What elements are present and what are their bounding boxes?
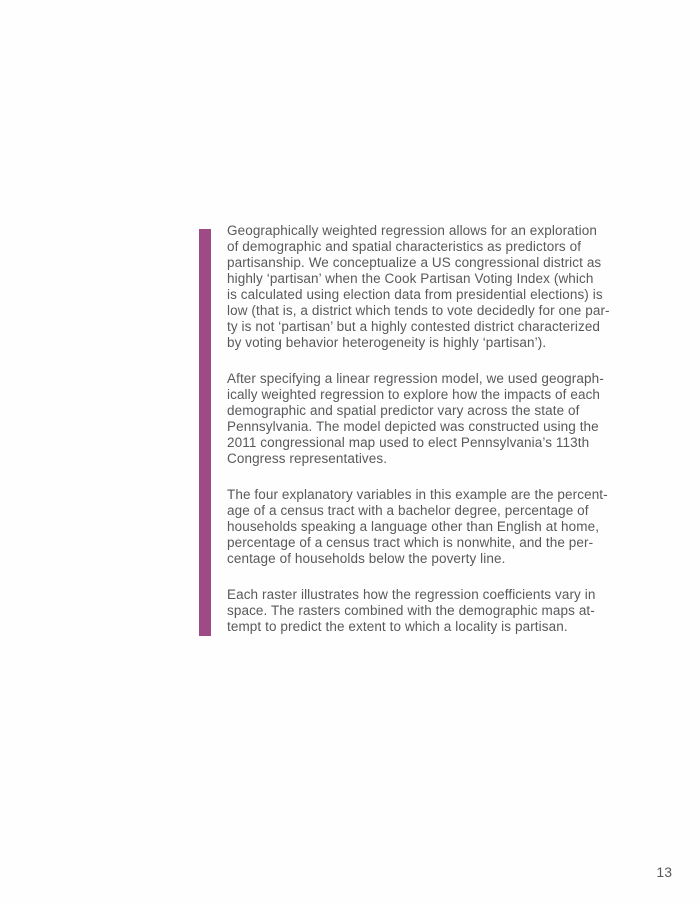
text-line: highly ‘partisan’ when the Cook Partisan Voting Index (which <box>227 271 594 286</box>
text-line: centage of households below the poverty line. <box>227 551 506 566</box>
text-line: tempt to predict the extent to which a locality is partisan. <box>227 619 568 634</box>
text-line: ty is not ‘partisan’ but a highly contested district characterized <box>227 319 601 334</box>
text-line: households speaking a language other than English at home, <box>227 519 600 534</box>
paragraph-1 <box>227 223 667 351</box>
text-line: Each raster illustrates how the regression coefficients vary in <box>227 587 596 602</box>
paragraph-2 <box>227 371 667 467</box>
text-line: low (that is, a district which tends to vote decidedly for one par- <box>227 303 610 318</box>
page-number: 13 <box>656 864 672 880</box>
text-line: space. The rasters combined with the demographic maps at- <box>227 603 595 618</box>
text-line: demographic and spatial predictor vary across the state of <box>227 403 580 418</box>
accent-bar <box>199 229 211 636</box>
text-line: After specifying a linear regression model, we used geograph- <box>227 371 604 386</box>
text-line: ically weighted regression to explore how the impacts of each <box>227 387 601 402</box>
body-text <box>227 223 667 655</box>
text-line: The four explanatory variables in this example are the percent- <box>227 487 608 502</box>
text-line: of demographic and spatial characteristics as predictors of <box>227 239 582 254</box>
text-line: is calculated using election data from presidential elections) is <box>227 287 603 302</box>
text-line: age of a census tract with a bachelor degree, percentage of <box>227 503 589 518</box>
text-line: by voting behavior heterogeneity is highly ‘partisan’). <box>227 335 547 350</box>
text-line: partisanship. We conceptualize a US congressional district as <box>227 255 602 270</box>
paragraph-3 <box>227 487 667 567</box>
text-line: percentage of a census tract which is nonwhite, and the per- <box>227 535 594 550</box>
paragraph-4 <box>227 587 667 635</box>
text-line: 2011 congressional map used to elect Pennsylvania’s 113th <box>227 435 590 450</box>
text-line: Geographically weighted regression allows for an exploration <box>227 223 597 238</box>
text-line: Congress representatives. <box>227 451 388 466</box>
text-line: Pennsylvania. The model depicted was constructed using the <box>227 419 599 434</box>
